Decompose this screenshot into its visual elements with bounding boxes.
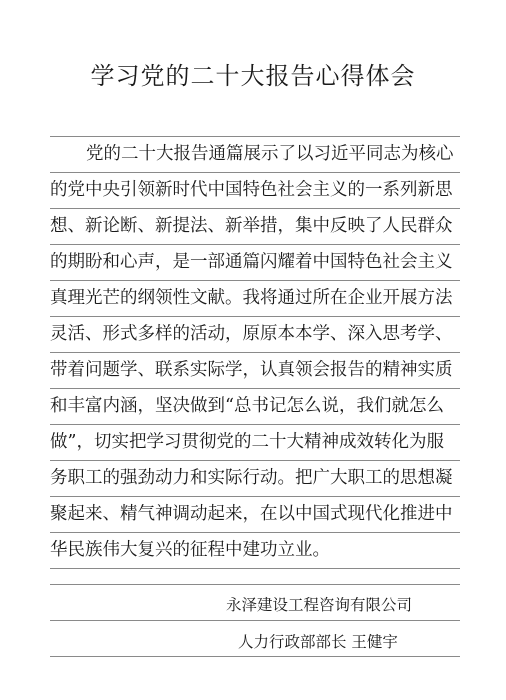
body-line: 党的二十大报告通篇展示了以习近平同志为核心 (86, 144, 454, 164)
body-line: 做”，切实把学习贯彻党的二十大精神成效转化为服 (50, 432, 444, 452)
ruled-line (50, 208, 460, 209)
signature-company: 永泽建设工程咨询有限公司 (226, 596, 413, 614)
ruled-line (50, 620, 460, 621)
ruled-line (50, 584, 460, 585)
body-line: 灵活、形式多样的活动，原原本本学、深入思考学、 (50, 324, 453, 344)
ruled-line (50, 496, 460, 497)
body-line: 务职工的强劲动力和实际行动。把广大职工的思想凝 (50, 468, 453, 488)
body-line: 想、新论断、新提法、新举措，集中反映了人民群众 (50, 216, 453, 236)
body-line: 的期盼和心声，是一部通篇闪耀着中国特色社会主义 (50, 252, 453, 272)
ruled-line (50, 568, 460, 569)
ruled-line (50, 656, 460, 657)
ruled-line (50, 316, 460, 317)
body-line: 的党中央引领新时代中国特色社会主义的一系列新思 (50, 180, 453, 200)
ruled-line (50, 136, 460, 137)
ruled-line (50, 244, 460, 245)
ruled-line (50, 172, 460, 173)
signature-person: 人力行政部部长 王健宇 (238, 633, 398, 651)
body-line: 聚起来、精气神调动起来，在以中国式现代化推进中 (50, 504, 453, 524)
body-line: 真理光芒的纲领性文献。我将通过所在企业开展方法 (50, 288, 453, 308)
document-title: 学习党的二十大报告心得体会 (90, 62, 416, 90)
body-line: 带着问题学、联系实际学，认真领会报告的精神实质 (50, 360, 453, 380)
ruled-line (50, 388, 460, 389)
ruled-line (50, 460, 460, 461)
body-line: 华民族伟大复兴的征程中建功立业。 (50, 540, 330, 560)
ruled-line (50, 352, 460, 353)
ruled-line (50, 280, 460, 281)
ruled-line (50, 532, 460, 533)
body-line: 和丰富内涵，坚决做到“总书记怎么说，我们就怎么 (50, 396, 444, 416)
ruled-line (50, 424, 460, 425)
